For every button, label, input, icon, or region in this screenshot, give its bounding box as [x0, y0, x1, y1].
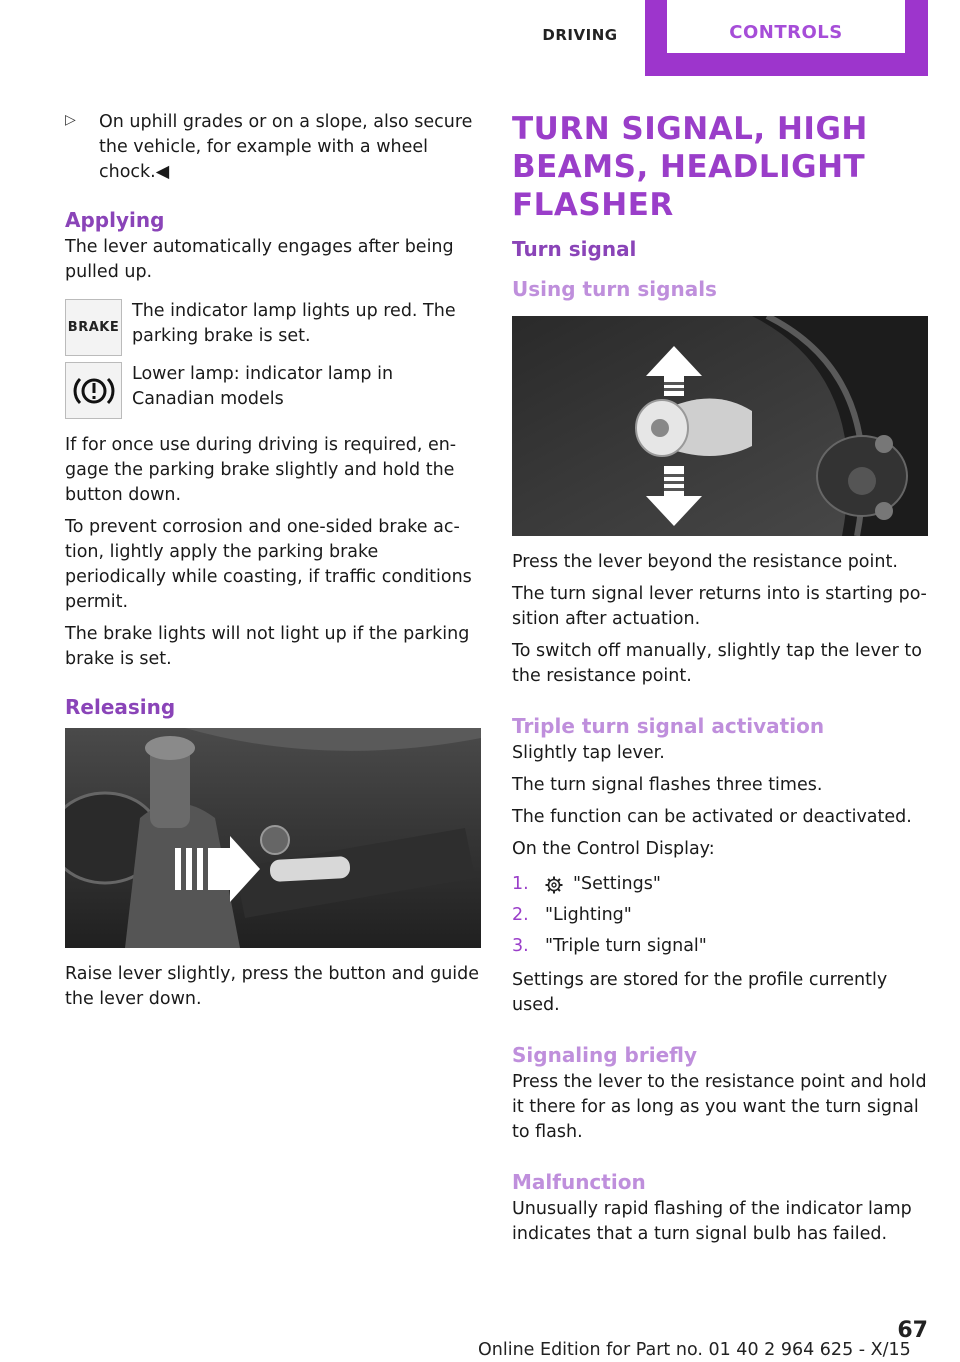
triple-p3: The function can be activated or deactivated.	[512, 807, 912, 827]
step-number: 2.	[512, 905, 529, 925]
corrosion-paragraph: To prevent corrosion and one-sided brake ac‐tion, lightly apply the parking brake periodically while coasting, if traffic conditions permit.	[65, 517, 472, 612]
triangle-bullet-icon: ▷	[65, 112, 76, 128]
canada-lamp-text: Lower lamp: indicator lamp in Canadian models	[132, 364, 394, 409]
step-text: "Settings"	[573, 874, 661, 894]
applying-text: The lever automatically engages after being pulled up.	[65, 237, 454, 282]
page-number: 67	[897, 1318, 928, 1343]
step-text: "Triple turn signal"	[545, 936, 707, 956]
briefly-p1: Press the lever to the resistance point and hold it there for as long as you want the turn signal to flash.	[512, 1072, 927, 1142]
step-number: 1.	[512, 874, 529, 894]
chapter-tab-controls: CONTROLS	[667, 0, 905, 53]
releasing-heading: Releasing	[65, 695, 176, 719]
signaling-briefly-heading: Signaling briefly	[512, 1043, 697, 1067]
triple-p1: Slightly tap lever.	[512, 743, 665, 763]
turn-signal-lever-image	[512, 316, 928, 536]
brake-lamp-row	[65, 299, 481, 356]
edition-note: Online Edition for Part no. 01 40 2 964 625 - X/15	[478, 1340, 911, 1360]
malfunction-p1: Unusually rapid flashing of the indicator lamp indicates that a turn signal bulb has failed.	[512, 1199, 912, 1244]
gear-icon	[545, 869, 573, 900]
brake-lamp-icon	[65, 299, 122, 356]
step-text: "Lighting"	[545, 905, 632, 925]
brake-lights-paragraph: The brake lights will not light up if the parking brake is set.	[65, 624, 470, 669]
using-p1: Press the lever beyond the resistance point.	[512, 552, 898, 572]
step-number: 3.	[512, 936, 529, 956]
turn-signal-heading: Turn signal	[512, 237, 637, 261]
step-item	[512, 869, 928, 900]
canada-lamp-row	[65, 362, 481, 419]
brake-lamp-text: The indicator lamp lights up red. The parking brake is set.	[132, 301, 456, 346]
caution-bullet	[65, 110, 481, 185]
releasing-text: Raise lever slightly, press the button and guide the lever down.	[65, 964, 480, 1009]
using-p3: To switch off manually, slightly tap the lever to the resistance point.	[512, 641, 922, 686]
triple-turn-signal-heading: Triple turn signal activation	[512, 714, 825, 738]
using-turn-signals-heading: Using turn signals	[512, 277, 717, 301]
using-p2: The turn signal lever returns into is starting po‐sition after actuation.	[512, 584, 927, 629]
left-column	[65, 110, 481, 1019]
brake-lamp-icon-label: BRAKE	[67, 320, 120, 335]
triple-p5: Settings are stored for the profile currently used.	[512, 970, 888, 1015]
main-heading: TURN SIGNAL, HIGH BEAMS, HEADLIGHT FLASHER	[512, 111, 868, 223]
parking-brake-lever-image	[65, 728, 481, 948]
malfunction-heading: Malfunction	[512, 1170, 646, 1194]
caution-bullet-text: On uphill grades or on a slope, also secure the vehicle, for example with a wheel chock.◀	[99, 112, 473, 182]
driving-use-paragraph: If for once use during driving is required, en‐gage the parking brake slightly and hold the button down.	[65, 435, 457, 505]
right-column	[512, 110, 928, 1254]
section-tab-driving: DRIVING	[542, 26, 618, 44]
settings-steps-list	[512, 869, 928, 962]
parking-brake-circle-icon	[65, 362, 122, 419]
step-item	[512, 931, 928, 962]
applying-heading: Applying	[65, 208, 165, 232]
step-item	[512, 900, 928, 931]
triple-p4: On the Control Display:	[512, 839, 715, 859]
triple-p2: The turn signal flashes three times.	[512, 775, 823, 795]
